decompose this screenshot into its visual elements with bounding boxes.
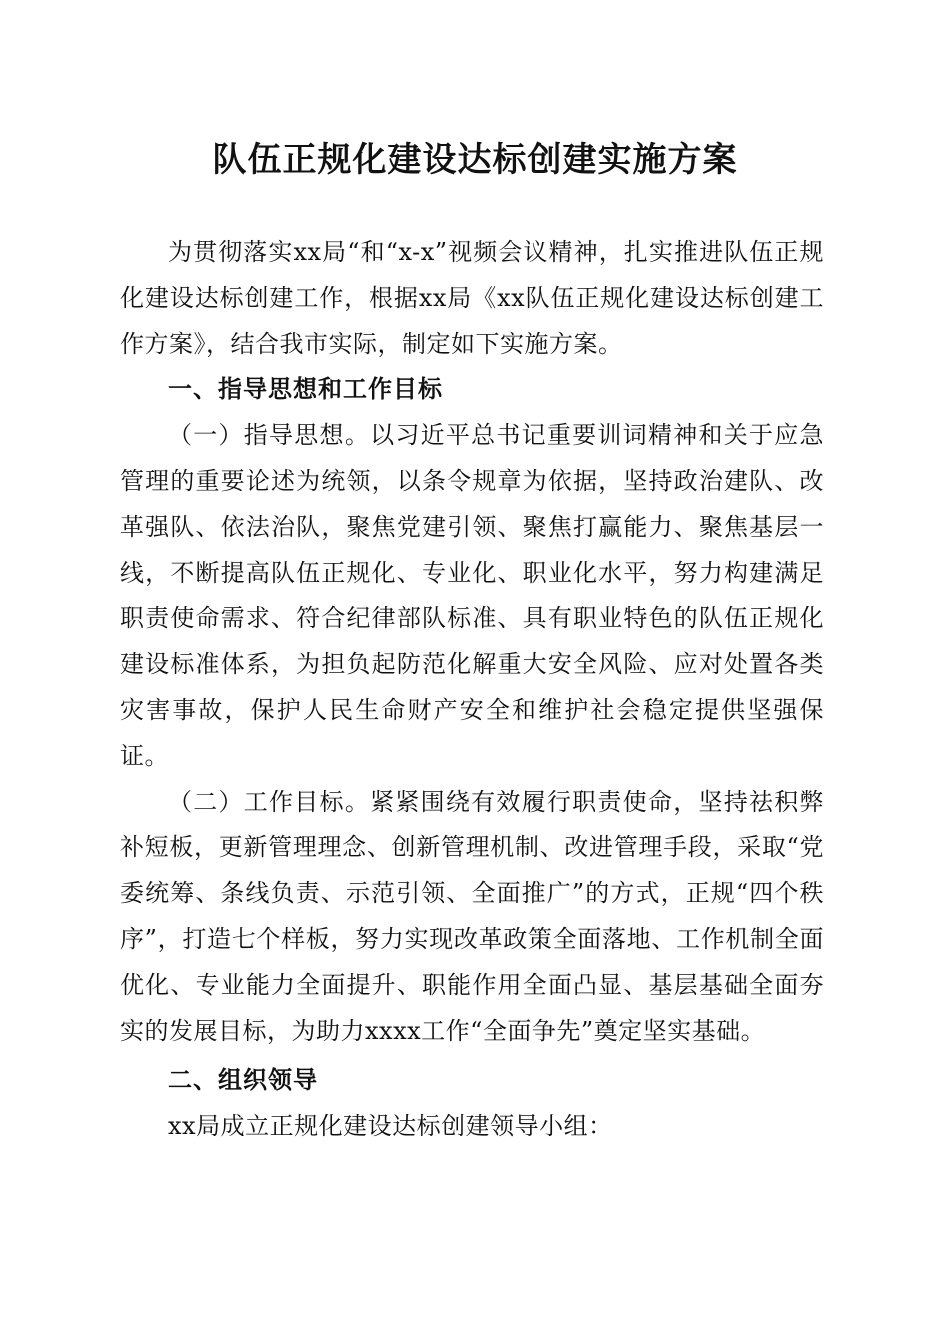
document-title: 队伍正规化建设达标创建实施方案	[212, 140, 738, 180]
guiding-ideology-paragraph: （一）指导思想。以习近平总书记重要训词精神和关于应急管理的重要论述为统领，以条令规章为依据，坚持政治建队、改革强队、依法治队，聚焦党建引领、聚焦打赢能力、聚焦基层一线，不断提高队伍正规化、专业化、职业化水平，努力构建满足职责使命需求、符合纪律部队标准、具有职业特色的队伍正规化建设标准体系，为担负起防范化解重大安全风险、应对处置各类灾害事故，保护人民生命财产安全和维护社会稳定提供坚强保证。	[120, 421, 824, 770]
leadership-group-paragraph: xx局成立正规化建设达标创建领导小组：	[168, 1112, 613, 1141]
section2-heading: 二、组织领导	[168, 1066, 318, 1095]
document-body	[120, 230, 824, 1150]
section1-heading: 一、指导思想和工作目标	[168, 375, 443, 404]
work-goal-paragraph: （二）工作目标。紧紧围绕有效履行职责使命，坚持祛积弊补短板，更新管理理念、创新管理机制、改进管理手段，采取“党委统筹、条线负责、示范引领、全面推广”的方式，正规“四个秩序”，打造七个样板，努力实现改革政策全面落地、工作机制全面优化、专业能力全面提升、职能作用全面凸显、基层基础全面夯实的发展目标，为助力xxxx工作“全面争先”奠定坚实基础。	[120, 787, 824, 1045]
intro-paragraph: 为贯彻落实xx局“和“x-x”视频会议精神，扎实推进队伍正规化建设达标创建工作，根据xx局《xx队伍正规化建设达标创建工作方案》，结合我市实际，制定如下实施方案。	[120, 238, 824, 358]
